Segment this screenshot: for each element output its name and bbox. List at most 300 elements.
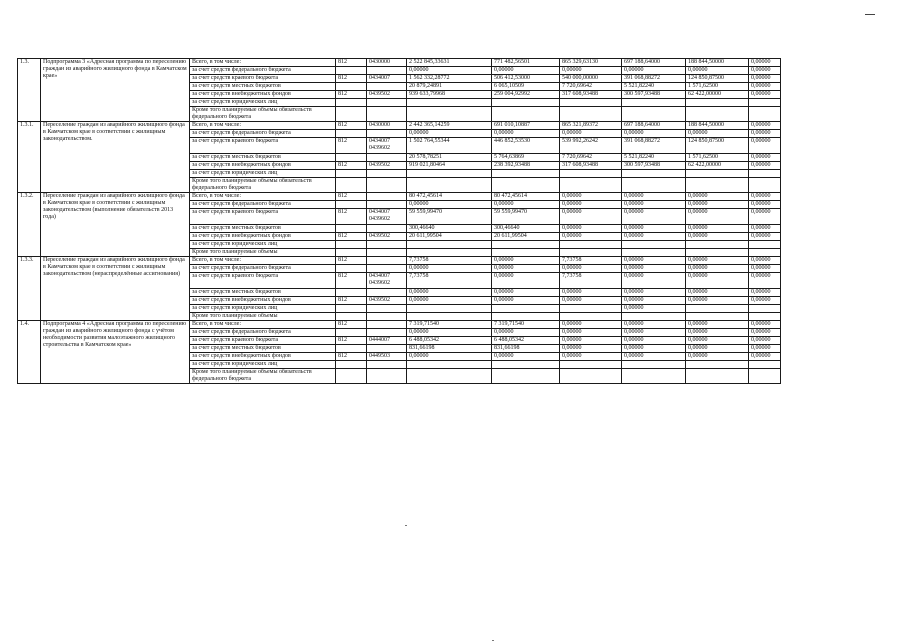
amount-cell: 0,00000 <box>407 130 492 138</box>
amount-cell: 697 188,64000 <box>622 59 686 67</box>
budget-code-cell <box>367 225 407 233</box>
funding-source-cell: Всего, в том числе: <box>190 257 336 265</box>
amount-cell: 0,00000 <box>622 193 686 201</box>
funding-source-cell: за счет средств внебюджетных фондов <box>190 162 336 170</box>
grbs-code-cell <box>336 154 367 162</box>
grbs-code-cell <box>336 305 367 313</box>
amount-cell: 6 065,10509 <box>492 83 560 91</box>
funding-source-cell: за счет средств внебюджетных фондов <box>190 297 336 305</box>
grbs-code-cell: 812 <box>336 337 367 345</box>
amount-cell <box>407 99 492 107</box>
amount-cell <box>686 170 749 178</box>
amount-cell: 0,00000 <box>686 265 749 273</box>
amount-cell: 1 571,62500 <box>686 154 749 162</box>
grbs-code-cell: 812 <box>336 59 367 67</box>
amount-cell <box>686 369 749 384</box>
grbs-code-cell: 812 <box>336 257 367 265</box>
amount-cell: 0,00000 <box>749 297 781 305</box>
amount-cell: 0,00000 <box>686 67 749 75</box>
amount-cell: 0,00000 <box>560 289 622 297</box>
amount-cell: 0,00000 <box>622 329 686 337</box>
budget-code-cell <box>367 170 407 178</box>
scan-speck <box>405 525 407 526</box>
amount-cell <box>686 313 749 321</box>
amount-cell: 0,00000 <box>749 193 781 201</box>
amount-cell: 831,66198 <box>407 345 492 353</box>
amount-cell <box>622 369 686 384</box>
amount-cell: 1 562 332,28772 <box>407 75 492 83</box>
grbs-code-cell: 812 <box>336 321 367 329</box>
amount-cell: 831,66198 <box>492 345 560 353</box>
amount-cell: 540 000,00000 <box>560 75 622 83</box>
amount-cell <box>560 241 622 249</box>
grbs-code-cell <box>336 107 367 122</box>
budget-code-cell: 0434007 0439602 <box>367 138 407 154</box>
grbs-code-cell <box>336 67 367 75</box>
amount-cell: 300,46640 <box>492 225 560 233</box>
funding-source-cell: за счет средств местных бюджетов <box>190 83 336 91</box>
amount-cell: 0,00000 <box>622 345 686 353</box>
budget-code-cell: 0449503 <box>367 353 407 361</box>
funding-source-cell: Кроме того планируемые объемы обязательств федерального бюджета <box>190 107 336 122</box>
amount-cell: 6 488,05342 <box>492 337 560 345</box>
grbs-code-cell <box>336 265 367 273</box>
budget-code-cell <box>367 369 407 384</box>
table-row <box>18 193 781 201</box>
amount-cell: 0,00000 <box>749 233 781 241</box>
scan-mark <box>865 14 875 15</box>
amount-cell: 20 578,78251 <box>407 154 492 162</box>
amount-cell <box>622 170 686 178</box>
amount-cell: 0,00000 <box>749 201 781 209</box>
amount-cell: 59 559,99470 <box>407 209 492 225</box>
amount-cell <box>407 313 492 321</box>
amount-cell: 300 597,93488 <box>622 162 686 170</box>
amount-cell: 0,00000 <box>560 321 622 329</box>
grbs-code-cell: 812 <box>336 138 367 154</box>
amount-cell: 0,00000 <box>560 337 622 345</box>
amount-cell <box>560 170 622 178</box>
amount-cell: 0,00000 <box>686 273 749 289</box>
amount-cell: 0,00000 <box>560 225 622 233</box>
amount-cell: 539 992,26242 <box>560 138 622 154</box>
amount-cell: 0,00000 <box>560 233 622 241</box>
funding-source-cell: за счет средств федерального бюджета <box>190 265 336 273</box>
amount-cell: 317 608,93488 <box>560 91 622 99</box>
budget-code-cell <box>367 321 407 329</box>
funding-source-cell: за счет средств юридических лиц <box>190 361 336 369</box>
amount-cell: 0,00000 <box>749 225 781 233</box>
funding-source-cell: за счет средств федерального бюджета <box>190 329 336 337</box>
section-title: Подпрограмма 4 «Адресная программа по переселению граждан из аварийного жилищного фонда с учётом необходимости развития малоэтажного жилищного строительства в Камчатском крае» <box>41 321 190 384</box>
amount-cell <box>492 107 560 122</box>
funding-source-cell: Всего, в том числе: <box>190 59 336 67</box>
grbs-code-cell: 812 <box>336 91 367 99</box>
funding-source-cell: Кроме того планируемые объемы <box>190 249 336 257</box>
amount-cell: 0,00000 <box>749 91 781 99</box>
amount-cell: 20 611,99504 <box>492 233 560 241</box>
grbs-code-cell <box>336 178 367 193</box>
amount-cell <box>407 241 492 249</box>
section-title: Переселение граждан из аварийного жилищного фонда в Камчатском крае в соответствии с жилищным законодательством (нераспределённые ассигнования) <box>41 257 190 321</box>
amount-cell: 0,00000 <box>407 297 492 305</box>
amount-cell <box>749 249 781 257</box>
amount-cell: 0,00000 <box>749 122 781 130</box>
amount-cell: 7 720,69642 <box>560 83 622 91</box>
amount-cell: 188 844,50000 <box>686 59 749 67</box>
grbs-code-cell <box>336 83 367 91</box>
funding-source-cell: за счет средств местных бюджетов <box>190 345 336 353</box>
grbs-code-cell: 812 <box>336 162 367 170</box>
amount-cell: 0,00000 <box>622 353 686 361</box>
amount-cell <box>560 361 622 369</box>
amount-cell: 0,00000 <box>622 130 686 138</box>
funding-source-cell: за счет средств краевого бюджета <box>190 75 336 83</box>
budget-code-cell: 0439502 <box>367 297 407 305</box>
budget-code-cell <box>367 329 407 337</box>
amount-cell: 80 472,45614 <box>407 193 492 201</box>
amount-cell: 0,00000 <box>560 201 622 209</box>
amount-cell: 0,00000 <box>622 233 686 241</box>
amount-cell <box>492 369 560 384</box>
grbs-code-cell <box>336 225 367 233</box>
amount-cell <box>492 305 560 313</box>
budget-code-cell <box>367 313 407 321</box>
amount-cell: 0,00000 <box>622 305 686 313</box>
budget-code-cell <box>367 178 407 193</box>
section-number: 1.4. <box>18 321 41 384</box>
amount-cell <box>749 178 781 193</box>
amount-cell: 0,00000 <box>749 162 781 170</box>
amount-cell: 2 522 845,33631 <box>407 59 492 67</box>
amount-cell <box>407 369 492 384</box>
amount-cell: 0,00000 <box>749 75 781 83</box>
table-row <box>18 59 781 67</box>
amount-cell: 0,00000 <box>749 257 781 265</box>
grbs-code-cell <box>336 313 367 321</box>
amount-cell: 0,00000 <box>560 353 622 361</box>
amount-cell <box>622 107 686 122</box>
funding-source-cell: за счет средств местных бюджетов <box>190 289 336 297</box>
amount-cell: 0,00000 <box>622 225 686 233</box>
amount-cell <box>686 241 749 249</box>
amount-cell: 238 392,93488 <box>492 162 560 170</box>
amount-cell: 0,00000 <box>560 67 622 75</box>
table-row <box>18 321 781 329</box>
amount-cell <box>749 241 781 249</box>
amount-cell: 0,00000 <box>749 154 781 162</box>
amount-cell: 0,00000 <box>686 345 749 353</box>
amount-cell: 59 559,99470 <box>492 209 560 225</box>
amount-cell: 0,00000 <box>749 321 781 329</box>
funding-source-cell: Кроме того планируемые объемы обязательств федерального бюджета <box>190 178 336 193</box>
amount-cell <box>622 313 686 321</box>
amount-cell: 0,00000 <box>560 209 622 225</box>
amount-cell: 0,00000 <box>749 289 781 297</box>
grbs-code-cell <box>336 241 367 249</box>
amount-cell: 0,00000 <box>686 233 749 241</box>
amount-cell: 0,00000 <box>686 289 749 297</box>
amount-cell: 0,00000 <box>492 257 560 265</box>
amount-cell <box>492 313 560 321</box>
amount-cell <box>407 170 492 178</box>
amount-cell: 391 068,88272 <box>622 75 686 83</box>
amount-cell: 0,00000 <box>407 329 492 337</box>
amount-cell: 5 521,82240 <box>622 83 686 91</box>
amount-cell: 0,00000 <box>749 67 781 75</box>
amount-cell: 919 021,80464 <box>407 162 492 170</box>
amount-cell: 0,00000 <box>749 130 781 138</box>
amount-cell: 0,00000 <box>492 353 560 361</box>
amount-cell <box>622 241 686 249</box>
funding-source-cell: за счет средств краевого бюджета <box>190 209 336 225</box>
amount-cell: 0,00000 <box>686 201 749 209</box>
grbs-code-cell <box>336 361 367 369</box>
funding-source-cell: за счет средств федерального бюджета <box>190 67 336 75</box>
amount-cell: 0,00000 <box>749 83 781 91</box>
amount-cell: 0,00000 <box>622 265 686 273</box>
funding-source-cell: за счет средств краевого бюджета <box>190 138 336 154</box>
amount-cell <box>686 305 749 313</box>
amount-cell: 7 319,71540 <box>407 321 492 329</box>
table-row <box>18 122 781 130</box>
amount-cell: 0,00000 <box>686 353 749 361</box>
funding-source-cell: за счет средств местных бюджетов <box>190 225 336 233</box>
amount-cell: 0,00000 <box>622 289 686 297</box>
amount-cell: 0,00000 <box>492 289 560 297</box>
amount-cell: 1 571,62500 <box>686 83 749 91</box>
budget-code-cell <box>367 83 407 91</box>
budget-table <box>17 58 781 384</box>
amount-cell: 317 608,93488 <box>560 162 622 170</box>
amount-cell: 0,00000 <box>622 321 686 329</box>
budget-table-body <box>18 59 781 384</box>
amount-cell <box>749 170 781 178</box>
grbs-code-cell: 812 <box>336 209 367 225</box>
budget-code-cell: 0444007 <box>367 337 407 345</box>
amount-cell: 0,00000 <box>686 225 749 233</box>
amount-cell: 0,00000 <box>686 257 749 265</box>
amount-cell: 0,00000 <box>686 193 749 201</box>
amount-cell: 7 720,69642 <box>560 154 622 162</box>
amount-cell <box>686 178 749 193</box>
amount-cell <box>622 178 686 193</box>
funding-source-cell: за счет средств краевого бюджета <box>190 337 336 345</box>
amount-cell: 1 502 764,55344 <box>407 138 492 154</box>
amount-cell: 0,00000 <box>622 67 686 75</box>
budget-code-cell: 0434007 0439602 <box>367 273 407 289</box>
section-number: 1.3.2. <box>18 193 41 257</box>
amount-cell <box>492 361 560 369</box>
amount-cell: 62 422,00000 <box>686 162 749 170</box>
amount-cell: 0,00000 <box>622 209 686 225</box>
funding-source-cell: за счет средств федерального бюджета <box>190 130 336 138</box>
grbs-code-cell <box>336 289 367 297</box>
amount-cell: 0,00000 <box>560 193 622 201</box>
budget-code-cell <box>367 193 407 201</box>
amount-cell: 300,46640 <box>407 225 492 233</box>
budget-code-cell <box>367 107 407 122</box>
amount-cell <box>407 249 492 257</box>
amount-cell <box>407 107 492 122</box>
budget-code-cell <box>367 361 407 369</box>
amount-cell: 20 611,99504 <box>407 233 492 241</box>
table-row <box>18 257 781 265</box>
amount-cell: 80 472,45614 <box>492 193 560 201</box>
grbs-code-cell: 812 <box>336 75 367 83</box>
funding-source-cell: за счет средств федерального бюджета <box>190 201 336 209</box>
grbs-code-cell <box>336 201 367 209</box>
funding-source-cell: за счет средств внебюджетных фондов <box>190 353 336 361</box>
budget-code-cell <box>367 305 407 313</box>
amount-cell: 0,00000 <box>749 59 781 67</box>
amount-cell: 0,00000 <box>407 67 492 75</box>
budget-code-cell <box>367 289 407 297</box>
funding-source-cell: за счет средств внебюджетных фондов <box>190 233 336 241</box>
amount-cell: 6 488,05342 <box>407 337 492 345</box>
amount-cell: 0,00000 <box>749 273 781 289</box>
amount-cell: 0,00000 <box>622 273 686 289</box>
amount-cell <box>622 361 686 369</box>
amount-cell <box>749 99 781 107</box>
amount-cell <box>622 249 686 257</box>
amount-cell <box>560 305 622 313</box>
grbs-code-cell: 812 <box>336 122 367 130</box>
amount-cell: 2 442 365,14259 <box>407 122 492 130</box>
amount-cell: 0,00000 <box>407 201 492 209</box>
budget-code-cell <box>367 265 407 273</box>
amount-cell: 0,00000 <box>686 337 749 345</box>
amount-cell: 0,00000 <box>492 273 560 289</box>
amount-cell: 0,00000 <box>749 138 781 154</box>
budget-code-cell <box>367 201 407 209</box>
amount-cell: 0,00000 <box>686 297 749 305</box>
amount-cell: 0,00000 <box>686 130 749 138</box>
grbs-code-cell <box>336 99 367 107</box>
budget-code-cell <box>367 99 407 107</box>
amount-cell <box>686 99 749 107</box>
budget-code-cell: 0439502 <box>367 91 407 99</box>
amount-cell: 0,00000 <box>749 265 781 273</box>
section-title: Переселение граждан из аварийного жилищного фонда в Камчатском крае в соответствии с жилищным законодательством. <box>41 122 190 193</box>
amount-cell: 7 319,71540 <box>492 321 560 329</box>
amount-cell: 0,00000 <box>749 345 781 353</box>
amount-cell: 124 850,87500 <box>686 75 749 83</box>
amount-cell: 0,00000 <box>686 321 749 329</box>
amount-cell <box>492 241 560 249</box>
amount-cell: 259 004,92992 <box>492 91 560 99</box>
amount-cell <box>407 178 492 193</box>
amount-cell: 0,00000 <box>749 329 781 337</box>
amount-cell: 0,00000 <box>407 289 492 297</box>
amount-cell <box>560 178 622 193</box>
amount-cell: 0,00000 <box>560 345 622 353</box>
amount-cell <box>749 369 781 384</box>
amount-cell: 7,73758 <box>407 273 492 289</box>
grbs-code-cell: 812 <box>336 353 367 361</box>
grbs-code-cell <box>336 369 367 384</box>
amount-cell <box>686 361 749 369</box>
amount-cell <box>492 170 560 178</box>
amount-cell: 7,73758 <box>407 257 492 265</box>
amount-cell <box>749 305 781 313</box>
amount-cell: 0,00000 <box>749 337 781 345</box>
amount-cell <box>686 107 749 122</box>
amount-cell: 0,00000 <box>492 297 560 305</box>
funding-source-cell: за счет средств местных бюджетов <box>190 154 336 162</box>
budget-code-cell: 0434007 0439602 <box>367 209 407 225</box>
funding-source-cell: за счет средств юридических лиц <box>190 241 336 249</box>
section-title: Переселение граждан из аварийного жилищного фонда в Камчатском крае в соответствии с жилищным законодательством (выполнение обязательств 2013 года) <box>41 193 190 257</box>
amount-cell: 20 879,24891 <box>407 83 492 91</box>
amount-cell: 0,00000 <box>407 265 492 273</box>
section-title: Подпрограмма 3 «Адресная программа по переселению граждан из аварийного жилищного фонда в Камчатском крае» <box>41 59 190 122</box>
budget-code-cell <box>367 130 407 138</box>
amount-cell: 0,00000 <box>749 353 781 361</box>
amount-cell <box>560 249 622 257</box>
grbs-code-cell <box>336 170 367 178</box>
amount-cell <box>749 313 781 321</box>
funding-source-cell: за счет средств юридических лиц <box>190 170 336 178</box>
amount-cell: 5 521,82240 <box>622 154 686 162</box>
funding-source-cell: за счет средств внебюджетных фондов <box>190 91 336 99</box>
budget-code-cell: 0430000 <box>367 59 407 67</box>
amount-cell: 0,00000 <box>622 201 686 209</box>
amount-cell: 0,00000 <box>560 130 622 138</box>
grbs-code-cell: 812 <box>336 273 367 289</box>
amount-cell: 124 850,87500 <box>686 138 749 154</box>
amount-cell: 0,00000 <box>407 353 492 361</box>
amount-cell: 0,00000 <box>492 265 560 273</box>
budget-code-cell: 0439502 <box>367 233 407 241</box>
budget-code-cell: 0439502 <box>367 162 407 170</box>
amount-cell: 0,00000 <box>686 329 749 337</box>
amount-cell <box>749 107 781 122</box>
amount-cell: 300 597,93488 <box>622 91 686 99</box>
amount-cell: 0,00000 <box>492 201 560 209</box>
budget-code-cell <box>367 241 407 249</box>
amount-cell <box>622 99 686 107</box>
funding-source-cell: Всего, в том числе: <box>190 122 336 130</box>
amount-cell <box>560 99 622 107</box>
grbs-code-cell: 812 <box>336 193 367 201</box>
amount-cell <box>749 361 781 369</box>
budget-code-cell <box>367 67 407 75</box>
amount-cell: 506 412,53000 <box>492 75 560 83</box>
amount-cell <box>407 361 492 369</box>
amount-cell <box>492 178 560 193</box>
grbs-code-cell <box>336 130 367 138</box>
amount-cell: 0,00000 <box>560 329 622 337</box>
amount-cell: 0,00000 <box>560 265 622 273</box>
amount-cell <box>407 305 492 313</box>
amount-cell: 7,73758 <box>560 257 622 265</box>
budget-code-cell <box>367 257 407 265</box>
amount-cell: 0,00000 <box>749 209 781 225</box>
amount-cell: 62 422,00000 <box>686 91 749 99</box>
funding-source-cell: Кроме того планируемые объемы <box>190 313 336 321</box>
amount-cell: 446 852,53530 <box>492 138 560 154</box>
amount-cell: 188 844,50000 <box>686 122 749 130</box>
amount-cell: 0,00000 <box>492 67 560 75</box>
amount-cell: 5 764,63869 <box>492 154 560 162</box>
funding-source-cell: за счет средств краевого бюджета <box>190 273 336 289</box>
amount-cell <box>492 99 560 107</box>
budget-code-cell: 0430000 <box>367 122 407 130</box>
budget-code-cell <box>367 249 407 257</box>
amount-cell: 0,00000 <box>686 209 749 225</box>
amount-cell: 0,00000 <box>622 337 686 345</box>
